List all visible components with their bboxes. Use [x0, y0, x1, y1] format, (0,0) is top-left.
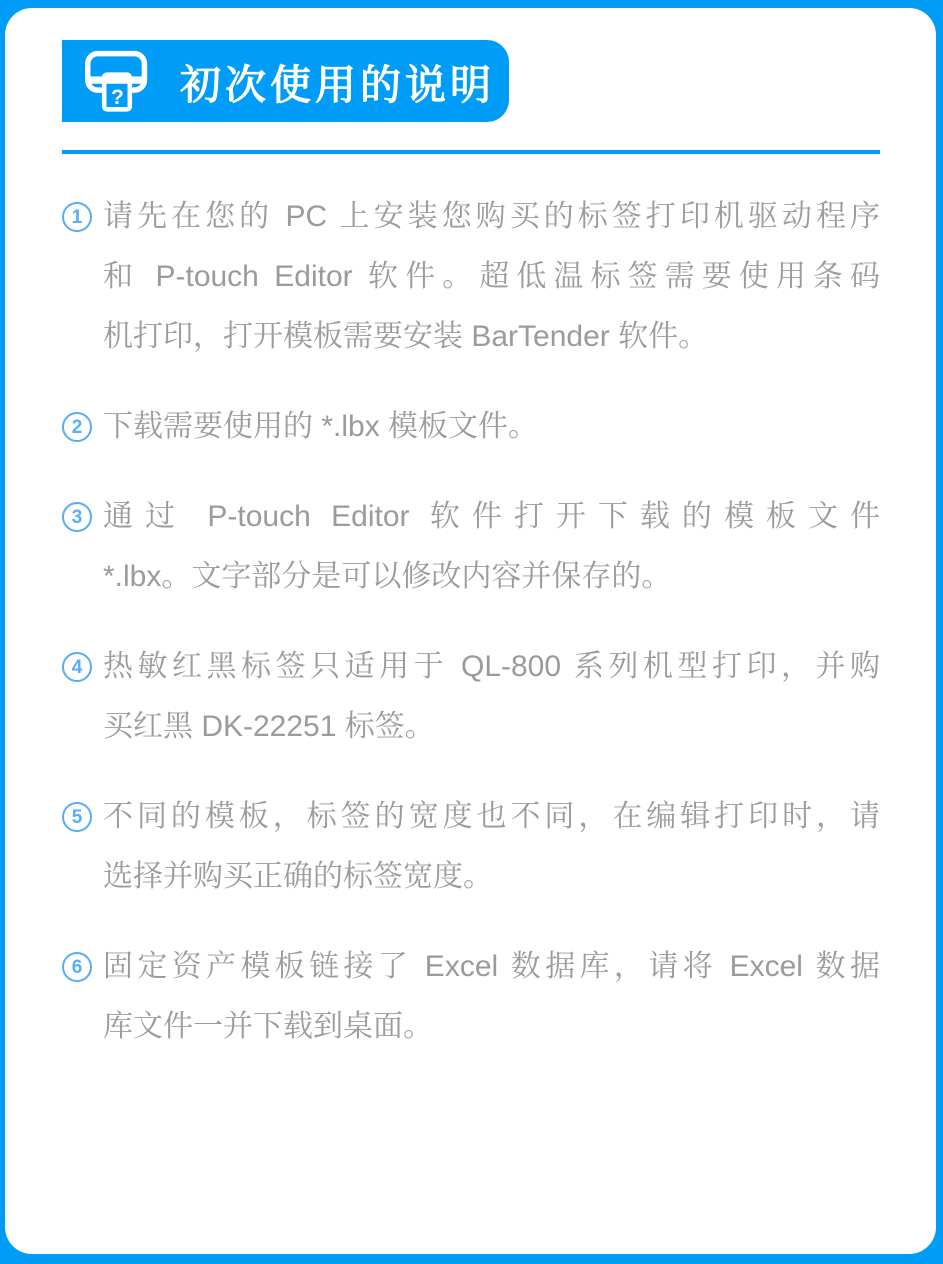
svg-text:?: ?: [111, 85, 124, 109]
item-text: [103, 787, 880, 907]
item-number-column: [62, 487, 103, 532]
item-text-line: 选择并购买正确的标签宽度。: [103, 860, 493, 893]
item-number-column: [62, 637, 103, 682]
circled-number-3: 3: [62, 502, 92, 532]
item-text-line: 下载需要使用的 *.lbx 模板文件。: [103, 410, 539, 443]
circled-number-1: 1: [62, 202, 92, 232]
item-text-line: 固定资产模板链接了 Excel 数据库，请将 Excel 数据: [103, 950, 880, 983]
circled-number-5: 5: [62, 802, 92, 832]
circled-number-6: 6: [62, 952, 92, 982]
item-text-line: 库文件一并下载到桌面。: [103, 1010, 433, 1043]
instruction-item-2: [62, 397, 880, 457]
item-text-line: *.lbx。文字部分是可以修改内容并保存的。: [103, 560, 672, 593]
instruction-list: [62, 187, 880, 1057]
item-text-line: 不同的模板，标签的宽度也不同，在编辑打印时，请: [103, 800, 880, 833]
item-number-column: [62, 787, 103, 832]
header-badge: [62, 40, 509, 122]
item-text: [103, 397, 880, 457]
printer-question-icon: [82, 49, 152, 113]
circled-number-2: 2: [62, 412, 92, 442]
instruction-item-6: [62, 937, 880, 1057]
circled-number-4: 4: [62, 652, 92, 682]
item-text: [103, 637, 880, 757]
item-text: [103, 937, 880, 1057]
item-text-line: 通过 P-touch Editor 软件打开下载的模板文件: [103, 500, 880, 533]
header-divider: [62, 150, 880, 154]
instruction-item-1: [62, 187, 880, 367]
item-text: [103, 487, 880, 607]
instruction-card: [5, 8, 936, 1254]
item-text-line: 请先在您的 PC 上安装您购买的标签打印机驱动程序: [103, 200, 880, 233]
page-title: 初次使用的说明: [180, 61, 495, 108]
item-text-line: 买红黑 DK-22251 标签。: [103, 710, 435, 743]
item-number-column: [62, 937, 103, 982]
instruction-item-3: [62, 487, 880, 607]
item-text-line: 热敏红黑标签只适用于 QL-800 系列机型打印，并购: [103, 650, 880, 683]
item-number-column: [62, 397, 103, 442]
instruction-item-5: [62, 787, 880, 907]
item-text-line: 机打印，打开模板需要安装 BarTender 软件。: [103, 320, 709, 353]
instruction-item-4: [62, 637, 880, 757]
item-text: [103, 187, 880, 367]
item-text-line: 和 P-touch Editor 软件。超低温标签需要使用条码: [103, 260, 880, 293]
item-number-column: [62, 187, 103, 232]
